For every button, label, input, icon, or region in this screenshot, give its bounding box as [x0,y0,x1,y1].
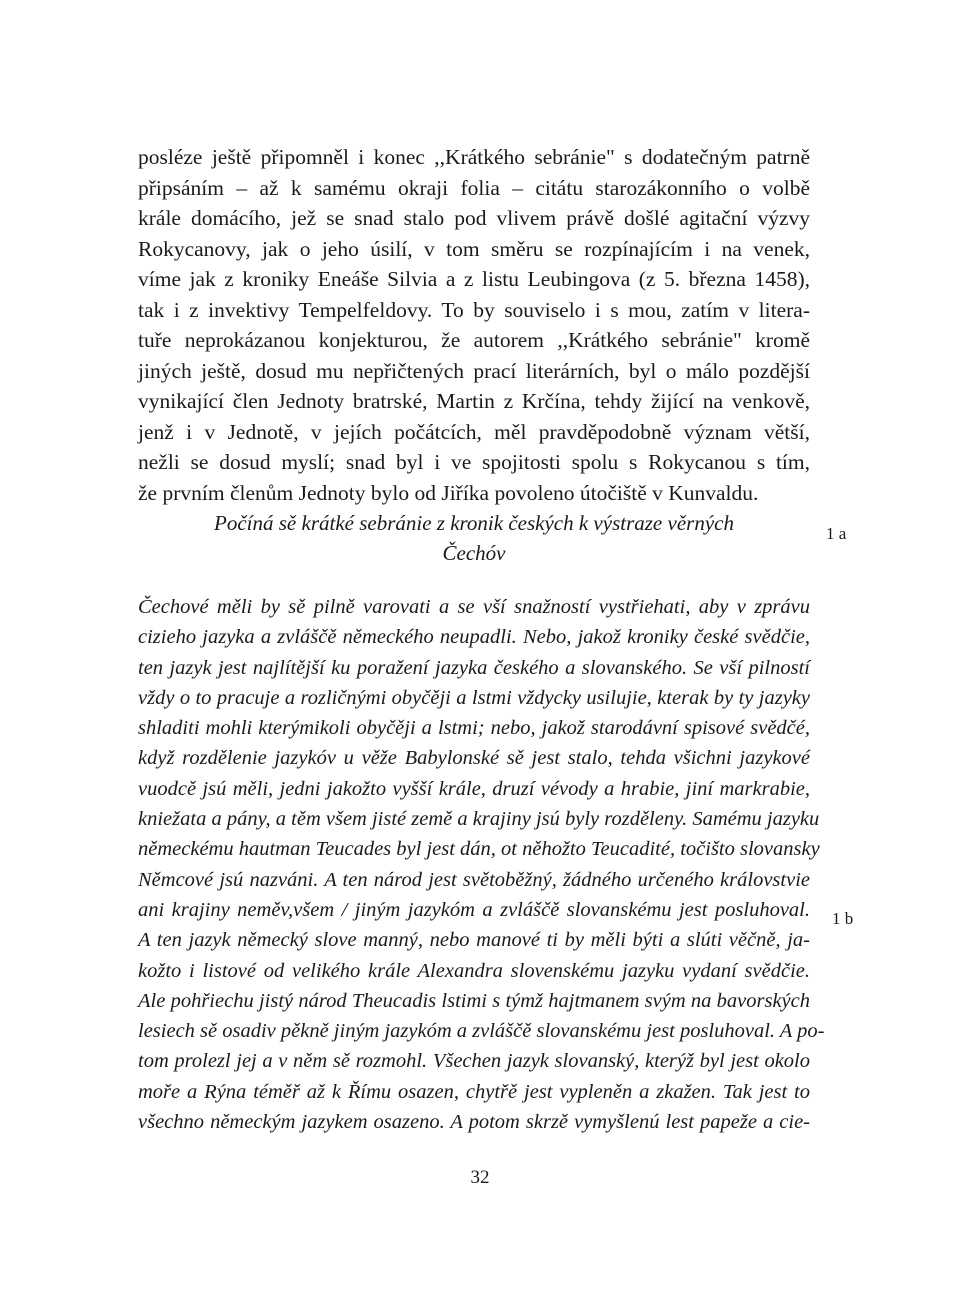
intro-line: krále domácího, jež se snad stalo pod vlivem právě došlé agitační výzvy [138,206,810,230]
heading-line-1: Počíná sě krátké sebránie z kronik českých k výstraze věrných [214,511,734,535]
text-line: Němcové jsú nazváni. A ten národ jest světoběžný, žádného určeného královstvie [138,868,810,891]
text-line: moře a Rýna téměř až k Římu osazen, chytřě jest vypleněn a zkažen. Tak jest to [138,1080,810,1103]
intro-paragraph [138,142,810,508]
text-line: shladiti mohli kterýmikoli obyčěji a lstmi; nebo, jakož starodávní spisové svědčé, [138,717,810,740]
text-line: tom prolezl jej a v něm sě rozmohl. Všechen jazyk slovanský, kterýž byl jest okolo [138,1050,810,1073]
text-line: vuodcě jsú měli, jedni jakožto vyšší krále, druzí vévody a hrabie, jiní markrabie, [138,777,810,800]
text-line: německému hautman Teucades byl jest dán, ot něhožto Teucadité, točišto slovansky [138,838,820,861]
text-line: ani krajiny neměv,všem / jiným jazykóm a zvláščě slovanskému jest posluhoval. [138,898,810,921]
old-czech-text [138,592,825,1137]
intro-line: že prvním členům Jednoty bylo od Jiříka povoleno útočiště v Kunvaldu. [138,480,759,505]
heading-line-2: Čechóv [442,541,506,565]
text-line: když rozdělenie jazykóv u věže Babylonské sě jest stalo, tehda všichni jazykové [138,747,810,770]
text-line: lesiech sě osadiv pěkně jiným jazykóm a zvláščě slovanskému jest posluhoval. A po- [138,1020,825,1043]
section-heading [138,508,810,568]
intro-line: posléze ještě připomněl i konec ,,Krátkého sebránie" s dodatečným patrně [138,145,810,169]
text-line: vždy o to pracuje a rozličnými obyčěji a lstmi vždycky usilujie, kterak by ty jazyky [138,686,810,709]
intro-line: tuře neprokázanou konjekturou, že autorem ,,Krátkého sebránie" kromě [138,328,810,352]
intro-line: tak i z invektivy Tempelfeldovy. To by souviselo i s mou, zatím v litera- [138,297,810,322]
text-line: Ale pohřiechu jistý národ Theucadis lstimi s týmž hajtmanem svým na bavorských [138,989,810,1012]
intro-line: víme jak z kroniky Eneáše Silvia a z listu Leubingova (z 5. března 1458), [138,267,810,291]
text-line: kniežata a pány, a těm všem jisté země a krajiny jsú byly rozděleny. Samému jazyku [138,808,820,831]
intro-line: jiných ještě, dosud mu nepřičtených prací literárních, byl o málo pozdější [138,358,810,383]
margin-note-1b: 1 b [832,909,854,928]
text-line: kožto i listové od velikého krále Alexandra slovenskému jazyku vydaní svědčie. [138,959,810,982]
text-line: všechno německým jazykem osazeno. A potom skrzě vymyšlenú lest papeže a cie- [138,1111,810,1134]
page-number: 32 [470,1167,490,1188]
text-line: ten jazyk jest najlítější ku poražení jazyka českého a slovanského. Se vší pilností [138,656,810,679]
intro-line: Rokycanovy, jak o jeho úsilí, v tom směru se rozpínajícím i na venek, [138,236,810,261]
intro-line: vynikající člen Jednoty bratrské, Martin z Krčína, tehdy žijící na venkově, [138,389,810,413]
text-line: cizieho jazyka a zvláščě německého neupadli. Nebo, jakož kroniky české svědčie, [138,626,810,649]
margin-note-1a: 1 a [826,524,847,543]
text-line: A ten jazyk německý slove manný, nebo manové ti by měli býti a slúti věčně, ja- [138,929,810,952]
intro-line: připsáním – až k samému okraji folia – citátu starozákonního o volbě [138,175,810,200]
intro-line: nežli se dosud myslí; snad byl i ve spojitosti spolu s Rokycanou s tím, [138,450,810,474]
intro-line: jenž i v Jednotě, v jejích počátcích, měl pravděpodobně význam větší, [138,419,810,444]
text-line: Čechové měli by sě pilně varovati a se vší snažností vystřiehati, aby v zprávu [138,596,810,618]
